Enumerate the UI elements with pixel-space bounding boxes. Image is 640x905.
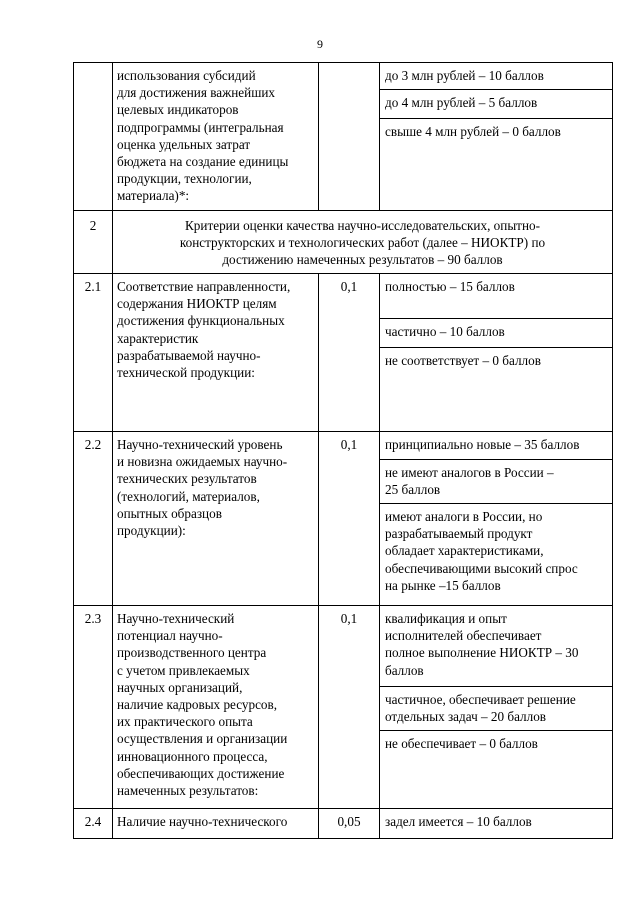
score-cell	[380, 606, 613, 809]
score-option: имеют аналоги в России, но разрабатываемый продукт обладает характеристиками, обеспечивающими высокий спрос на рынке –15 баллов	[385, 509, 578, 593]
score-cell	[380, 809, 613, 839]
section-title: Критерии оценки качества научно-исследовательских, опытно- конструкторских и технологических работ (далее – НИОКТР) по достижению намеченных результатов – 90 баллов	[113, 211, 613, 274]
criterion-text: Научно-технический потенциал научно- производственного центра с учетом привлекаемых научных организаций, наличие кадровых ресурсов, их практического опыта осуществления и организации инновационного процесса, обеспечивающих достижение намеченных результатов:	[113, 606, 319, 809]
score-option: свыше 4 млн рублей – 0 баллов	[385, 124, 561, 139]
score-option: принципиально новые – 35 баллов	[380, 432, 612, 460]
score-option: до 3 млн рублей – 10 баллов	[380, 63, 612, 90]
page-number: 9	[317, 37, 323, 51]
row-number: 2.2	[74, 432, 113, 606]
score-cell	[380, 63, 613, 211]
score-option: задел имеется – 10 баллов	[385, 814, 532, 829]
criterion-text: Наличие научно-технического	[113, 809, 319, 839]
table-row	[74, 432, 613, 606]
table-row	[74, 809, 613, 839]
coefficient: 0,05	[319, 809, 380, 839]
score-option: не соответствует – 0 баллов	[385, 353, 541, 368]
score-cell	[380, 274, 613, 432]
coefficient: 0,1	[319, 606, 380, 809]
score-option: частично – 10 баллов	[380, 319, 612, 348]
criterion-text: использования субсидий для достижения важнейших целевых индикаторов подпрограммы (интегральная оценка удельных затрат бюджета на создание единицы продукции, технологии, материала)*:	[113, 63, 319, 211]
section-number: 2	[74, 211, 113, 274]
score-option: до 4 млн рублей – 5 баллов	[380, 90, 612, 119]
row-number	[74, 63, 113, 211]
row-number: 2.4	[74, 809, 113, 839]
coefficient: 0,1	[319, 432, 380, 606]
coefficient	[319, 63, 380, 211]
row-number: 2.3	[74, 606, 113, 809]
table-row	[74, 63, 613, 211]
criterion-text: Научно-технический уровень и новизна ожидаемых научно- технических результатов (технологий, материалов, опытных образцов продукции):	[113, 432, 319, 606]
score-option: полностью – 15 баллов	[380, 274, 612, 319]
criteria-table	[73, 62, 613, 839]
table-row	[74, 274, 613, 432]
score-option: не обеспечивает – 0 баллов	[385, 736, 538, 751]
table-row	[74, 606, 613, 809]
score-option: частичное, обеспечивает решение отдельных задач – 20 баллов	[380, 687, 612, 731]
score-cell	[380, 432, 613, 606]
score-option: не имеют аналогов в России – 25 баллов	[380, 460, 612, 504]
section-row	[74, 211, 613, 274]
criterion-text: Соответствие направленности, содержания НИОКТР целям достижения функциональных характеристик разрабатываемой научно- технической продукции:	[113, 274, 319, 432]
coefficient: 0,1	[319, 274, 380, 432]
row-number: 2.1	[74, 274, 113, 432]
score-option: квалификация и опыт исполнителей обеспечивает полное выполнение НИОКТР – 30 баллов	[380, 606, 612, 687]
